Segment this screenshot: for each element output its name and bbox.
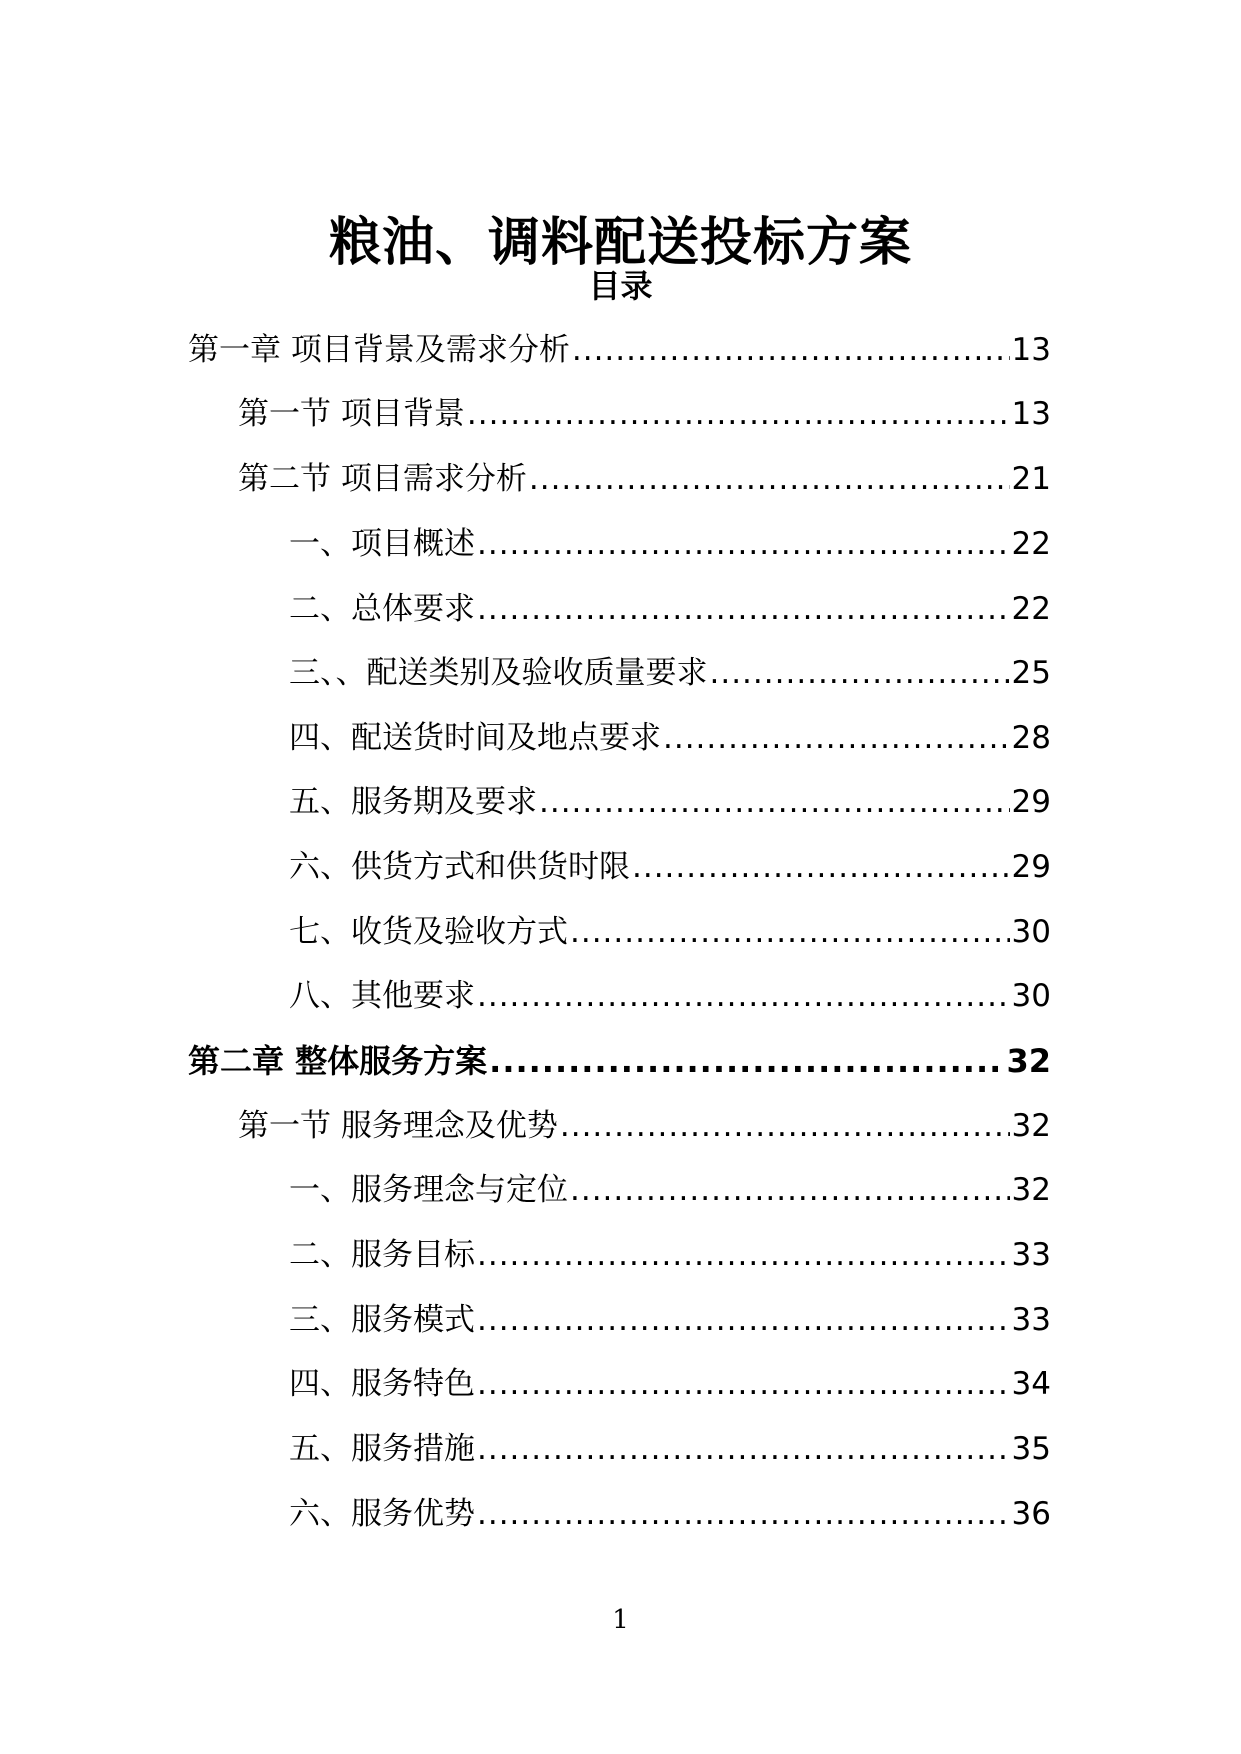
- toc-entry-page: 34: [1011, 1366, 1051, 1402]
- toc-entry-title: 八、其他要求: [289, 978, 475, 1014]
- toc-entry[interactable]: [289, 1361, 1051, 1407]
- toc-entry-title: 五、服务期及要求: [289, 784, 537, 820]
- toc-entry[interactable]: [188, 327, 1051, 373]
- toc-entry[interactable]: [289, 715, 1051, 761]
- toc-entry-page: 30: [1011, 914, 1051, 950]
- toc-entry-title: 三、服务模式: [289, 1302, 475, 1338]
- toc-entry[interactable]: [289, 779, 1051, 825]
- toc-entry[interactable]: [238, 1103, 1051, 1149]
- toc-dot-leader: [477, 1361, 1010, 1407]
- toc-entry-page: 29: [1011, 849, 1051, 885]
- toc-entry-title: 五、服务措施: [289, 1431, 475, 1467]
- toc-entry[interactable]: [289, 1491, 1051, 1537]
- toc-dot-leader: [632, 844, 1010, 890]
- toc-dot-leader: [477, 586, 1010, 632]
- toc-entry[interactable]: [289, 650, 1051, 696]
- toc-dot-leader: [539, 779, 1010, 825]
- toc-entry-page: 33: [1011, 1237, 1051, 1273]
- toc-entry-title: 第一节 项目背景: [238, 396, 465, 432]
- toc-entry-title: 第二章 整体服务方案: [188, 1042, 488, 1080]
- toc-dot-leader: [570, 1167, 1010, 1213]
- toc-entry-page: 30: [1011, 978, 1051, 1014]
- toc-entry-title: 第一节 服务理念及优势: [238, 1108, 558, 1144]
- toc-entry-title: 一、服务理念与定位: [289, 1172, 568, 1208]
- toc-entry[interactable]: [289, 1297, 1051, 1343]
- toc-dot-leader: [477, 1491, 1010, 1537]
- toc-entry-page: 13: [1011, 332, 1051, 368]
- toc-entry-page: 13: [1011, 396, 1051, 432]
- toc-entry[interactable]: [289, 586, 1051, 632]
- toc-entry-page: 35: [1011, 1431, 1051, 1467]
- toc-heading: 目录: [588, 267, 653, 305]
- toc-entry[interactable]: [188, 1038, 1051, 1084]
- toc-dot-leader: [560, 1103, 1010, 1149]
- toc-dot-leader: [572, 327, 1010, 373]
- toc-dot-leader: [477, 1426, 1010, 1472]
- toc-dot-leader: [477, 1297, 1010, 1343]
- toc-entry-title: 二、总体要求: [289, 591, 475, 627]
- toc-entry[interactable]: [289, 521, 1051, 567]
- page-number: 1: [612, 1605, 629, 1635]
- toc-entry-title: 四、配送货时间及地点要求: [289, 720, 661, 756]
- toc-entry-page: 36: [1011, 1496, 1051, 1532]
- toc-entry-page: 22: [1011, 591, 1051, 627]
- toc-entry-page: 32: [1011, 1172, 1051, 1208]
- toc-entry-title: 七、收货及验收方式: [289, 914, 568, 950]
- toc-dot-leader: [489, 1038, 1004, 1084]
- toc-entry[interactable]: [238, 456, 1051, 502]
- toc-entry-page: 28: [1011, 720, 1051, 756]
- toc-dot-leader: [467, 391, 1010, 437]
- toc-entry-page: 25: [1011, 655, 1051, 691]
- toc-dot-leader: [477, 1232, 1010, 1278]
- toc-entry[interactable]: [238, 391, 1051, 437]
- toc-entry[interactable]: [289, 973, 1051, 1019]
- toc-dot-leader: [477, 521, 1010, 567]
- toc-entry[interactable]: [289, 1167, 1051, 1213]
- toc-dot-leader: [529, 456, 1010, 502]
- toc-entry-title: 四、服务特色: [289, 1366, 475, 1402]
- toc-entry[interactable]: [289, 844, 1051, 890]
- toc-entry-page: 29: [1011, 784, 1051, 820]
- toc-entry-page: 22: [1011, 526, 1051, 562]
- toc-entry-title: 第一章 项目背景及需求分析: [188, 332, 570, 368]
- toc-entry-page: 33: [1011, 1302, 1051, 1338]
- toc-entry-title: 二、服务目标: [289, 1237, 475, 1273]
- toc-entry-page: 21: [1011, 461, 1051, 497]
- toc-entry[interactable]: [289, 1426, 1051, 1472]
- toc-entry-title: 三、、配送类别及验收质量要求: [289, 655, 708, 691]
- toc-dot-leader: [710, 650, 1010, 696]
- toc-dot-leader: [477, 973, 1010, 1019]
- toc-dot-leader: [570, 909, 1010, 955]
- toc-entry-page: 32: [1006, 1042, 1051, 1080]
- toc-entry[interactable]: [289, 909, 1051, 955]
- toc-entry-title: 一、项目概述: [289, 526, 475, 562]
- toc-entry[interactable]: [289, 1232, 1051, 1278]
- document-title: 粮油、调料配送投标方案: [328, 212, 912, 273]
- toc-entry-title: 第二节 项目需求分析: [238, 461, 527, 497]
- toc-entry-page: 32: [1011, 1108, 1051, 1144]
- toc-entry-title: 六、服务优势: [289, 1496, 475, 1532]
- toc-dot-leader: [663, 715, 1010, 761]
- toc-entry-title: 六、供货方式和供货时限: [289, 849, 630, 885]
